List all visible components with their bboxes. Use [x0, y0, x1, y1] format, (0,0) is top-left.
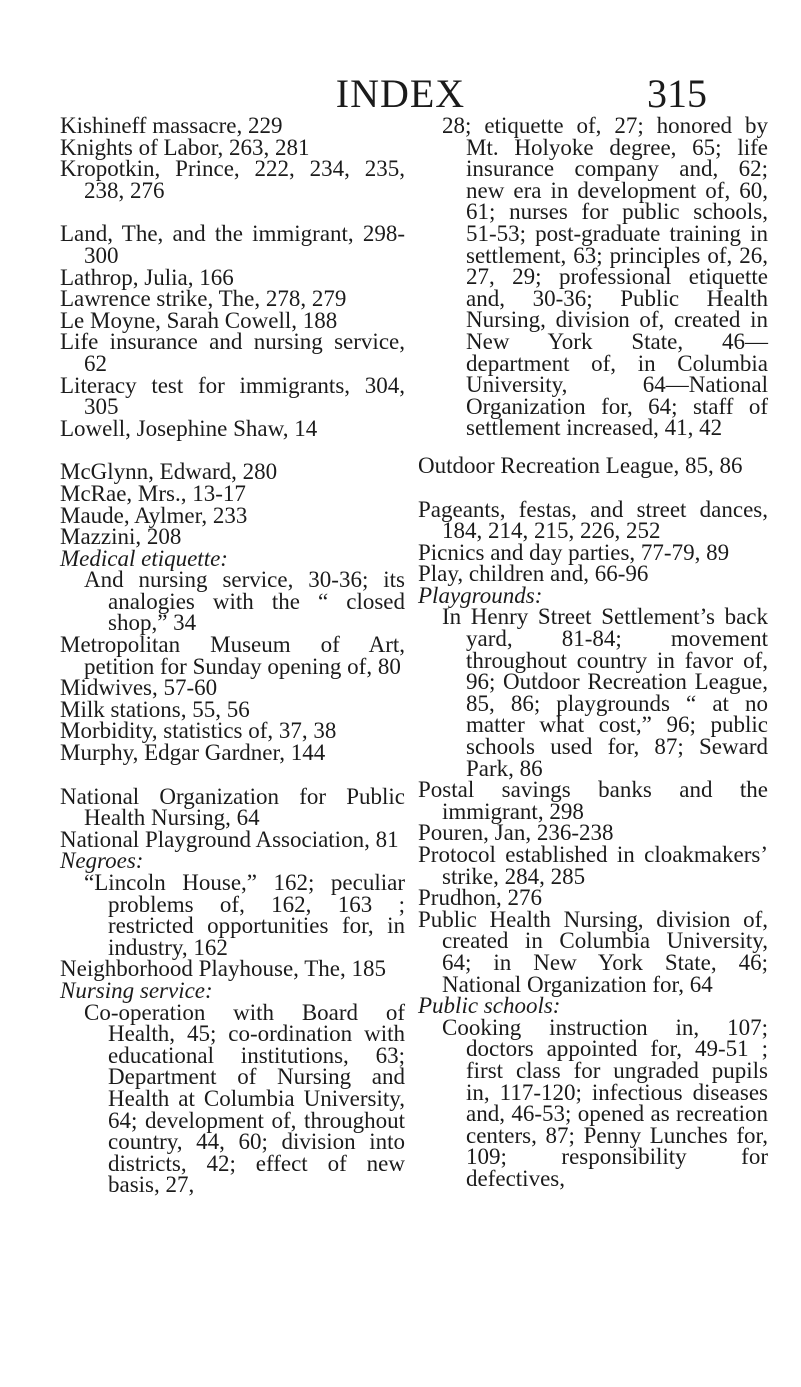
index-entry: Picnics and day parties, 77-79, 89 — [418, 539, 730, 565]
index-entry: Mazzini, 208 — [60, 524, 182, 550]
index-subentry: Co-operation with Board of Health, 45; co-ordination with educational institutions, 63; Department of Nursing and Health at Columbia University, 64; development of, throughout country, 44, 60; division into districts, 42; effect of new basis, 27, — [84, 999, 405, 1198]
right-column — [418, 115, 768, 1190]
index-heading: Public schools: — [418, 993, 561, 1019]
index-group-p — [418, 496, 768, 1191]
index-entry: Lowell, Josephine Shaw, 14 — [60, 415, 318, 441]
index-entry: Milk stations, 55, 56 — [60, 696, 250, 722]
running-head: INDEX — [335, 71, 466, 116]
index-group-n — [60, 783, 405, 1198]
index-heading: Medical etiquette: — [60, 545, 228, 571]
index-entry: Postal savings banks and the immigrant, 298 — [418, 777, 768, 824]
index-subentry: And nursing service, 30-36; its analogies with the “ closed shop,” 34 — [84, 567, 405, 636]
left-column — [60, 115, 405, 1196]
index-group-m — [60, 459, 405, 766]
page-header — [0, 62, 801, 116]
index-entry: National Organization for Public Health Nursing, 64 — [60, 783, 405, 831]
index-group-k — [60, 115, 405, 201]
page-number: 315 — [647, 71, 707, 116]
index-entry: Play, children and, 66-96 — [418, 561, 649, 587]
index-entry: Public Health Nursing, division of, created in Columbia University, 64; in New York State, 46; National Organization for, 64 — [418, 906, 768, 997]
index-entry: Life insurance and nursing service, 62 — [60, 329, 405, 376]
index-entry: Morbidity, statistics of, 37, 38 — [60, 718, 337, 744]
index-group-l — [60, 223, 405, 439]
index-entry: Land, The, and the immigrant, 298-300 — [60, 221, 405, 268]
index-heading: Playgrounds: — [418, 582, 543, 608]
index-entry: Outdoor Recreation League, 85, 86 — [418, 452, 743, 478]
index-heading: Nursing service: — [60, 977, 213, 1003]
index-entry: Literacy test for immigrants, 304, 305 — [60, 372, 405, 420]
index-entry: Neighborhood Playhouse, The, 185 — [60, 956, 387, 982]
index-entry: Pouren, Jan, 236-238 — [418, 820, 614, 846]
index-entry: Kishineff massacre, 229 — [60, 113, 283, 138]
index-heading: Negroes: — [60, 848, 144, 874]
index-subentry: In Henry Street Settlement’s back yard, 81-84; movement throughout country in favor of, 96; Outdoor Recreation League, 85, 86; playgrounds “ at no matter what cost,” 96; public schools used for, 87; Seward Park, 86 — [442, 604, 768, 781]
index-entry: McGlynn, Edward, 280 — [60, 459, 278, 485]
index-entry: Metropolitan Museum of Art, petition for Sunday opening of, 80 — [60, 632, 405, 679]
index-entry: Knights of Labor, 263, 281 — [60, 134, 310, 160]
index-entry: Pageants, festas, and street dances, 184, 214, 215, 226, 252 — [418, 496, 768, 544]
index-entry: Murphy, Edgar Gardner, 144 — [60, 740, 326, 766]
index-entry: Prudhon, 276 — [418, 885, 542, 911]
index-entry: Lathrop, Julia, 166 — [60, 264, 234, 290]
index-entry: Protocol established in cloakmakers’ strike, 284, 285 — [418, 842, 768, 889]
index-entry: Kropotkin, Prince, 222, 234, 235, 238, 276 — [60, 156, 405, 203]
index-entry: Le Moyne, Sarah Cowell, 188 — [60, 307, 338, 333]
index-entry: National Playground Association, 81 — [60, 826, 399, 852]
index-subentry-continued: 28; etiquette of, 27; honored by Mt. Holyoke degree, 65; life insurance company and, 62; new era in development of, 60, 61; nurses for public schools, 51-53; post-graduate training in settlement, 63; principles of, 26, 27, 29; professional etiquette and, 30-36; Public Health Nursing, division of, created in New York State, 46—department of, in Columbia University, 64—National Organization for, 64; staff of settlement increased, 41, 42 — [442, 113, 768, 441]
index-entry: McRae, Mrs., 13-17 — [60, 480, 246, 506]
index-entry: Lawrence strike, The, 278, 279 — [60, 286, 347, 312]
index-subentry: “Lincoln House,” 162; peculiar problems of, 162, 163 ; restricted opportunities for, in industry, 162 — [84, 870, 405, 960]
index-entry: Midwives, 57-60 — [60, 675, 218, 701]
index-subentry: Cooking instruction in, 107; doctors appointed for, 49-51 ; first class for ungraded pupils in, 117-120; infectious diseases and, 46-53; opened as recreation centers, 87; Penny Lunches for, 109; responsibility for defectives, — [442, 1014, 768, 1191]
index-entry: Maude, Aylmer, 233 — [60, 502, 248, 528]
